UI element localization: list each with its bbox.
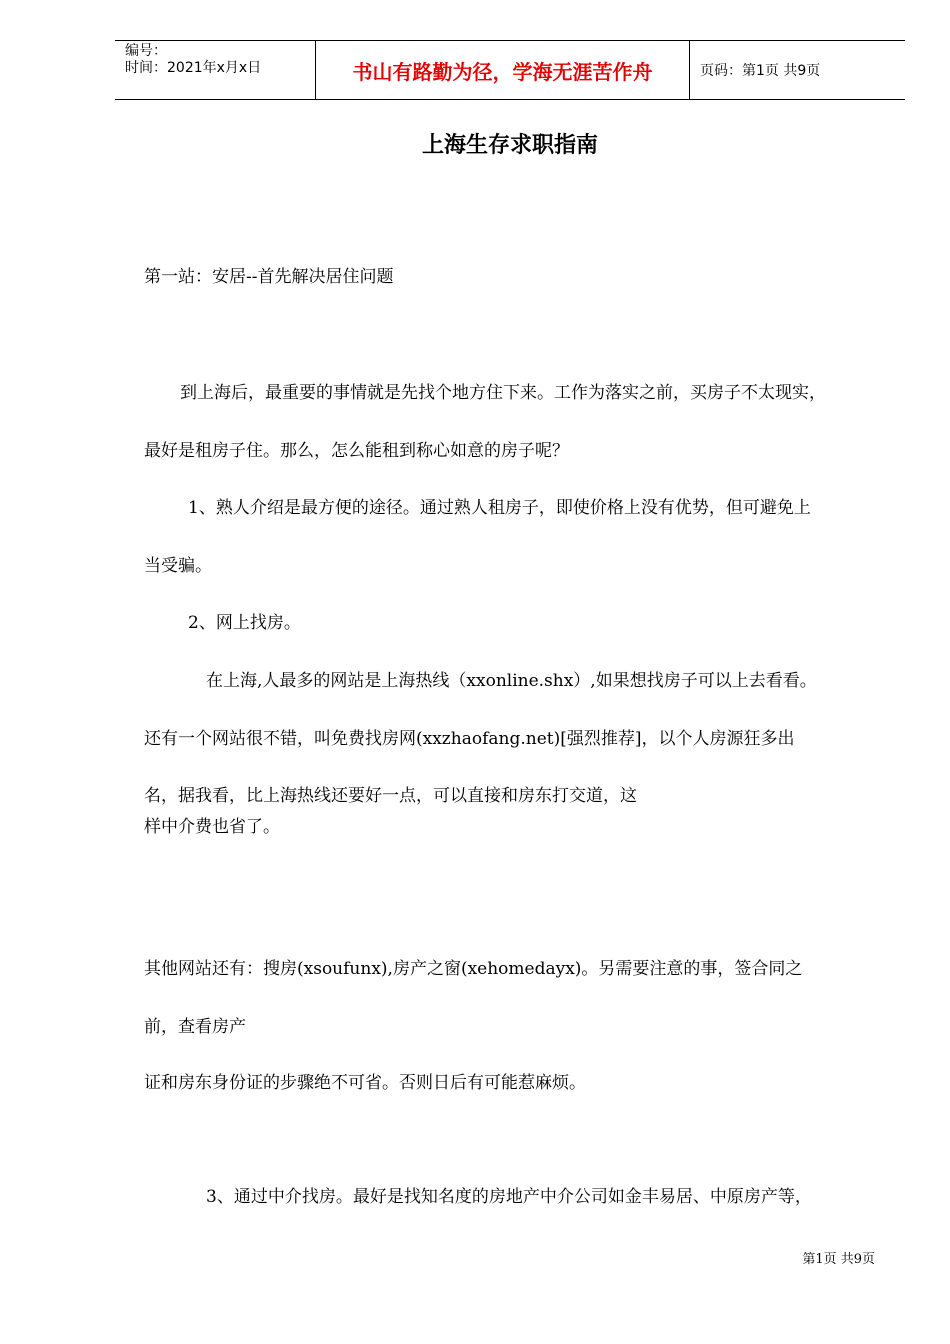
paragraph-line: 样中介费也省了。 [144, 817, 280, 837]
paragraph-line: 证和房东身份证的步骤绝不可省。否则日后有可能惹麻烦。 [144, 1073, 586, 1093]
paragraph-line: 最好是租房子住。那么，怎么能租到称心如意的房子呢？ [144, 441, 569, 461]
paragraph-line: 还有一个网站很不错，叫免费找房网(xxzhaofang.net)[强烈推荐]，以个人房源狂多出 [144, 729, 795, 749]
paragraph-line: 到上海后，最重要的事情就是先找个地方住下来。工作为落实之前，买房子不太现实， [180, 383, 826, 403]
page-footer: 第1页 共9页 [802, 1252, 875, 1267]
paragraph-line: 前，查看房产 [144, 1017, 246, 1037]
paragraph-line: 在上海,人最多的网站是上海热线（xxonline.shx）,如果想找房子可以上去看看。 [206, 671, 817, 691]
header-motto: 书山有路勤为径，学海无涯苦作舟 [316, 41, 690, 99]
paragraph-line: 当受骗。 [144, 556, 212, 576]
list-item-line: 3、通过中介找房。最好是找知名度的房地产中介公司如金丰易居、中原房产等， [206, 1187, 812, 1207]
document-header [115, 40, 905, 100]
section-heading: 第一站：安居--首先解决居住问题 [144, 267, 394, 287]
list-item-line: 2、网上找房。 [188, 613, 301, 633]
list-item-line: 1、熟人介绍是最方便的途径。通过熟人租房子，即使价格上没有优势，但可避免上 [188, 498, 811, 518]
time-label: 时间：2021年x月x日 [125, 60, 262, 76]
header-page-info: 页码：第1页 共9页 [700, 63, 821, 79]
paragraph-line: 其他网站还有：搜房(xsoufunx),房产之窗(xehomedayx)。另需要注意的事，签合同之 [144, 959, 803, 979]
paragraph-line: 名，据我看，比上海热线还要好一点，可以直接和房东打交道，这 [144, 786, 637, 806]
document-title: 上海生存求职指南 [421, 133, 598, 158]
serial-number-label: 编号： [125, 43, 167, 59]
header-meta-cell [115, 41, 316, 99]
